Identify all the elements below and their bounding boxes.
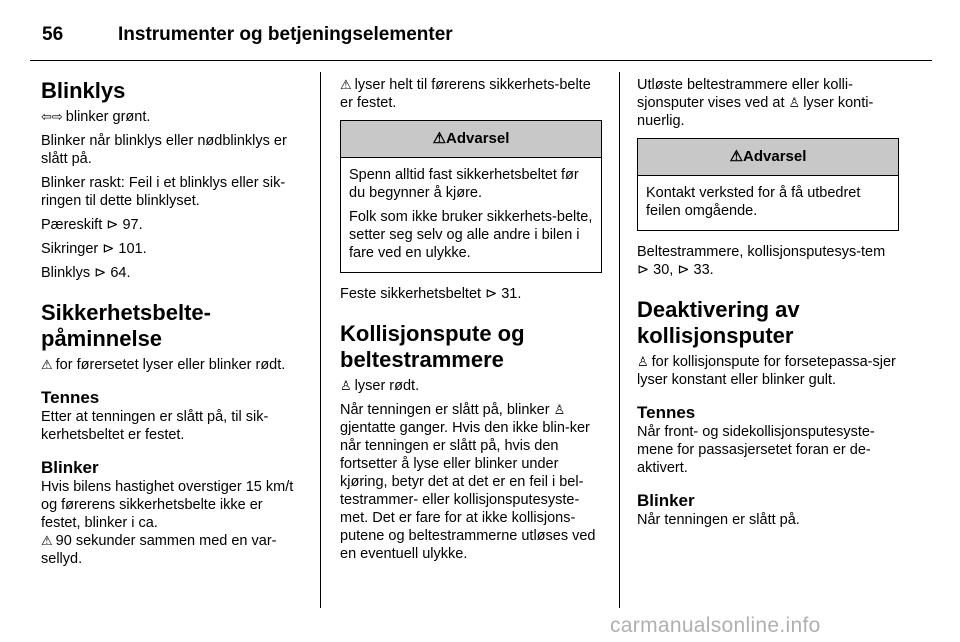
warning-header: ⚠Advarsel	[638, 139, 898, 176]
paragraph: ♙ for kollisjonspute for forsetepassa-sjer lyser konstant eller blinker gult.	[637, 354, 896, 388]
page-header	[30, 18, 932, 58]
paragraph: ⚠ lyser helt til førerens sikkerhets-belte er festet.	[340, 77, 591, 111]
heading-blinker: Blinker	[637, 491, 695, 510]
paragraph: Når tenningen er slått på, blinker ♙	[340, 402, 566, 418]
reference-link[interactable]: Blinklys ⊳ 64.	[41, 265, 131, 281]
warning-header: ⚠Advarsel	[341, 121, 601, 158]
paragraph: ⚠ 90 sekunder sammen med en var-sellyd.	[41, 533, 277, 567]
warning-box	[637, 138, 899, 231]
paragraph: Blinker raskt: Feil i et blinklys eller sik-ringen til dette blinklyset.	[41, 175, 286, 209]
airbag-off-icon: ♙	[637, 354, 649, 369]
column-2	[340, 76, 602, 569]
seatbelt-icon: ⚠	[41, 533, 53, 548]
paragraph: Blinker når blinklys eller nødblinklys er slått på.	[41, 133, 287, 167]
column-divider-1	[320, 72, 321, 608]
warning-icon: ⚠	[432, 130, 447, 147]
turn-signal-icon: ⇦⇨	[41, 109, 63, 124]
paragraph: Kontakt verksted for å få utbedret feilen omgående.	[646, 185, 861, 219]
heading-tennes: Tennes	[41, 388, 100, 407]
paragraph: Spenn alltid fast sikkerhetsbeltet før du begynner å kjøre.	[349, 167, 579, 201]
paragraph: ⚠ for førersetet lyser eller blinker rødt.	[41, 357, 286, 373]
warning-body	[341, 158, 601, 272]
header-rule	[30, 60, 932, 61]
paragraph: Etter at tenningen er slått på, til sik-kerhetsbeltet er festet.	[41, 409, 269, 443]
page-title: Instrumenter og betjeningselementer	[118, 24, 453, 45]
seatbelt-icon: ⚠	[340, 77, 352, 92]
seatbelt-icon: ⚠	[41, 357, 53, 372]
column-divider-2	[619, 72, 620, 608]
paragraph: Folk som ikke bruker sikkerhets-belte, setter seg selv og alle andre i bilen i fare ved en ulykke.	[349, 209, 593, 261]
paragraph: Utløste beltestrammere eller kolli-sjonsputer vises ved at ♙ lyser konti-nuerlig.	[637, 77, 874, 129]
heading-blinklys: Blinklys	[41, 78, 126, 103]
reference-link[interactable]: Pæreskift ⊳ 97.	[41, 217, 143, 233]
paragraph: ♙ lyser rødt.	[340, 378, 420, 394]
page-number: 56	[42, 24, 64, 45]
watermark: carmanualsonline.info	[610, 614, 821, 637]
column-3	[637, 76, 899, 535]
heading-kollisjonspute: Kollisjonspute og beltestrammere	[340, 321, 525, 372]
reference-link[interactable]: Feste sikkerhetsbeltet ⊳ 31.	[340, 286, 522, 302]
airbag-icon: ♙	[788, 95, 801, 110]
column-1	[41, 76, 303, 574]
paragraph: Når front- og sidekollisjonsputesyste-mene for passasjersetet foran er de-aktivert.	[637, 424, 875, 476]
paragraph: ⇦⇨ blinker grønt.	[41, 109, 151, 125]
reference-link[interactable]: Beltestrammere, kollisjonsputesys-tem ⊳ 30, ⊳ 33.	[637, 244, 886, 278]
heading-blinker: Blinker	[41, 458, 99, 477]
heading-sikkerhetsbelte: Sikkerhetsbelte-påminnelse	[41, 300, 211, 351]
reference-link[interactable]: Sikringer ⊳ 101.	[41, 241, 147, 257]
airbag-icon: ♙	[553, 402, 566, 417]
warning-body	[638, 176, 898, 230]
paragraph: gjentatte ganger. Hvis den ikke blin-ker når tenningen er slått på, hvis den fortsetter å lyse eller blinker under kjøring, betyr det at det er en feil i bel-testrammer- eller kollisjonsputesyste-met. Det er fare for at ikke kollisjons-putene og beltestrammerne utløses ved en eventuell ulykke.	[340, 420, 596, 562]
paragraph: Når tenningen er slått på.	[637, 512, 800, 528]
paragraph: Hvis bilens hastighet overstiger 15 km/t og førerens sikkerhetsbelte ikke er festet, blinker i ca.	[41, 479, 294, 531]
heading-deaktivering: Deaktivering av kollisjonsputer	[637, 297, 800, 348]
warning-icon: ⚠	[729, 148, 744, 165]
airbag-icon: ♙	[340, 378, 352, 393]
warning-box	[340, 120, 602, 273]
heading-tennes: Tennes	[637, 403, 696, 422]
